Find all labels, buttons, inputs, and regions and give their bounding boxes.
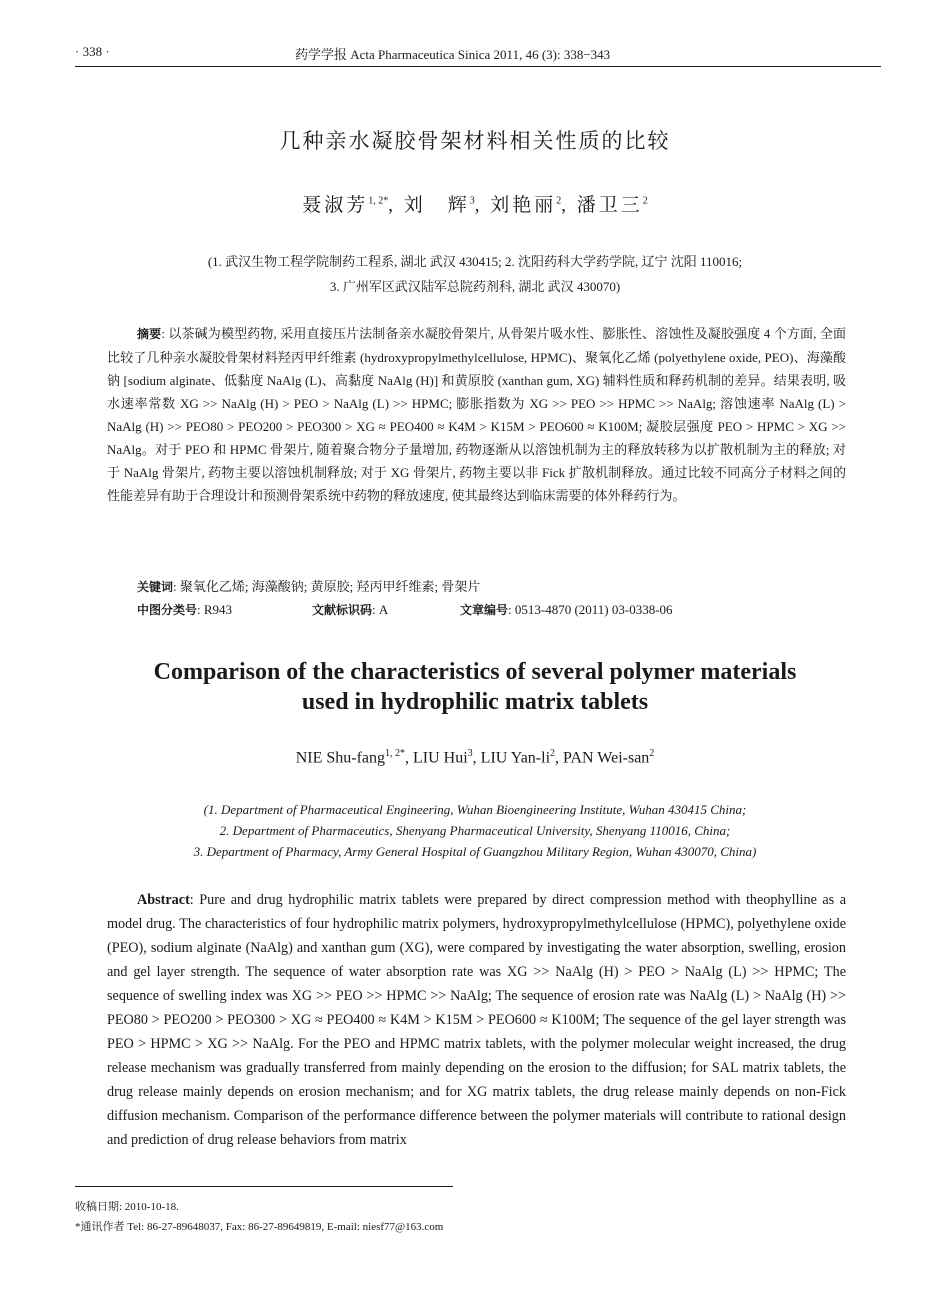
author-name: NIE Shu-fang: [295, 749, 386, 767]
running-header: [75, 44, 881, 68]
author-name: 刘 辉: [403, 195, 470, 216]
journal-citation: 药学学报 Acta Pharmaceutica Sinica 2011, 46 (3): 338−343: [295, 47, 611, 62]
affiliation-line: 3. 广州军区武汉陆军总院药剂科, 湖北 武汉 430070): [329, 279, 621, 294]
title-line: used in hydrophilic matrix tablets: [301, 689, 649, 715]
corresponding-author: *通讯作者 Tel: 86-27-89648037, Fax: 86-27-89649819, E-mail: niesf77@163.com: [75, 1221, 444, 1233]
abstract-label: 摘要: [137, 327, 162, 341]
page-number: · 338 ·: [75, 44, 110, 59]
abstract-label: Abstract: [137, 892, 190, 908]
classification-line: [137, 601, 837, 618]
author-sup: 3: [467, 748, 473, 759]
chinese-affiliations: [75, 249, 875, 299]
article-no-value: : 0513-4870 (2011) 03-0338-06: [508, 602, 673, 617]
author-name: LIU Hui: [413, 749, 468, 767]
english-abstract: [107, 888, 846, 1152]
author-sup: 2: [556, 195, 562, 207]
english-authors: NIE Shu-fang$^{1, 2*}$, LIU Hui$^3$, LIU Yan-$li^2$, PAN Wei-san$^2$: [295, 748, 655, 767]
chinese-abstract: [107, 322, 846, 507]
english-affiliations: [75, 799, 875, 862]
author-name: PAN Wei-san: [563, 749, 650, 767]
author-sup: 2: [550, 748, 556, 759]
received-date: 收稿日期: 2010-10-18.: [75, 1201, 179, 1213]
chinese-title: 几种亲水凝胶骨架材料相关性质的比较: [279, 129, 671, 153]
author-sup: 2: [649, 748, 655, 759]
header-rule: [75, 66, 881, 67]
doc-code-label: 文献标识码: [312, 603, 373, 617]
keywords-label: 关键词: [137, 580, 174, 594]
chinese-authors: 聂淑芳$^{1, 2*}$, 刘 辉$^3$, 刘艳丽$^2$, 潘卫三$^2$: [302, 195, 648, 216]
affiliation-line: (1. Department of Pharmaceutical Engineering, Wuhan Bioengineering Institute, Wuhan 430415 China;: [203, 802, 747, 817]
affiliation-line: (1. 武汉生物工程学院制药工程系, 湖北 武汉 430415; 2. 沈阳药科大学药学院, 辽宁 沈阳 110016;: [207, 254, 743, 269]
affiliation-line: 3. Department of Pharmacy, Army General Hospital of Guangzhou Military Region, Wuhan 430070, China): [193, 844, 757, 859]
abstract-text: : Pure and drug hydrophilic matrix tablets were prepared by direct compression method with theophylline as a model drug. The characteristics of four hydrophilic matrix polymers, hydroxypropylmethylcellulose (HPMC), polyethylene oxide (PEO), sodium alginate (NaAlg) and xanthan gum (XG), were compared by investigating the water absorption, swelling, erosion and gel layer strength. The sequence of water absorption rate was XG >> NaAlg (H) > PEO > NaAlg (L) >> HPMC; The sequence of swelling index was XG >> PEO >> HPMC >> NaAlg; The sequence of erosion rate was NaAlg (L) > NaAlg (H) >> PEO80 > PEO200 > PEO300 > XG ≈ PEO400 ≈ K4M > K15M > PEO600 ≈ K100M; The sequence of the gel layer strength was PEO > HPMC > XG >> NaAlg. For the PEO and HPMC matrix tablets, with the polymer molecular weight increased, the drug release mechanism was gradually transferred from mainly depending on the erosion to the diffusion; for SAL matrix tablets, the drug release mainly depends on erosion mechanism; and for XG matrix tablets, the drug release mainly depends on non-Fick diffusion mechanism. Comparison of the performance difference between the polymer materials will contribute to rational design and prediction of drug release behaviors from matrix: [107, 892, 846, 1148]
chinese-keywords: [137, 576, 480, 595]
doc-code-value: : A: [372, 602, 389, 617]
title-line: Comparison of the characteristics of several polymer materials: [153, 659, 797, 685]
abstract-text: : 以茶碱为模型药物, 采用直接压片法制备亲水凝胶骨架片, 从骨架片吸水性、膨胀性、溶蚀性及凝胶强度 4 个方面, 全面比较了几种亲水凝胶骨架材料羟丙甲纤维素 (hydroxypropylmethylcellulose, HPMC)、聚氧化乙烯 (polyethylene oxide, PEO)、海藻酸钠 [sodium alginate、低黏度 NaAlg (L)、高黏度 NaAlg (H)] 和黄原胶 (xanthan gum, XG) 辅料性质和释药机制的差异。结果表明, 吸水速率常数 XG >> NaAlg (H) > PEO > NaAlg (L) >> HPMC; 膨胀指数为 XG >> PEO >> HPMC >> NaAlg; 溶蚀速率 NaAlg (L) > NaAlg (H) >> PEO80 > PEO200 > PEO300 > XG ≈ PEO400 ≈ K4M > K15M > PEO600 ≈ K100M; 凝胶层强度 PEO > HPMC > XG >> NaAlg。对于 PEO 和 HPMC 骨架片, 随着聚合物分子量增加, 药物逐渐从以溶蚀机制为主的释放转移为以扩散机制为主的释放; 对于 NaAlg 骨架片, 药物主要以溶蚀机制释放; 对于 XG 骨架片, 药物主要以非 Fick 扩散机制释放。通过比较不同高分子材料之间的性能差异有助于合理设计和预测骨架系统中药物的释放速度, 使其最终达到临床需要的体外释药行为。: [107, 326, 846, 503]
author-sup: 3: [469, 195, 475, 207]
footnotes: [75, 1197, 443, 1237]
article-no-label: 文章编号: [460, 603, 509, 617]
affiliation-line: 2. Department of Pharmaceutics, Shenyang Pharmaceutical University, Shenyang 110016, China;: [219, 823, 731, 838]
author-name: 潘卫三: [576, 195, 643, 216]
clc-label: 中图分类号: [137, 603, 198, 617]
footnote-rule: [75, 1186, 453, 1187]
author-sup: 1, 2*: [385, 748, 406, 759]
author-sup: 2: [642, 195, 648, 207]
author-sup: 1, 2*: [368, 195, 389, 207]
english-title: [75, 657, 875, 717]
author-name: 刘艳丽: [490, 195, 557, 216]
author-name: LIU Yan-li: [480, 749, 551, 767]
clc-value: : R943: [197, 602, 233, 617]
keywords-text: : 聚氧化乙烯; 海藻酸钠; 黄原胶; 羟丙甲纤维素; 骨架片: [173, 579, 481, 594]
author-name: 聂淑芳: [302, 195, 369, 216]
